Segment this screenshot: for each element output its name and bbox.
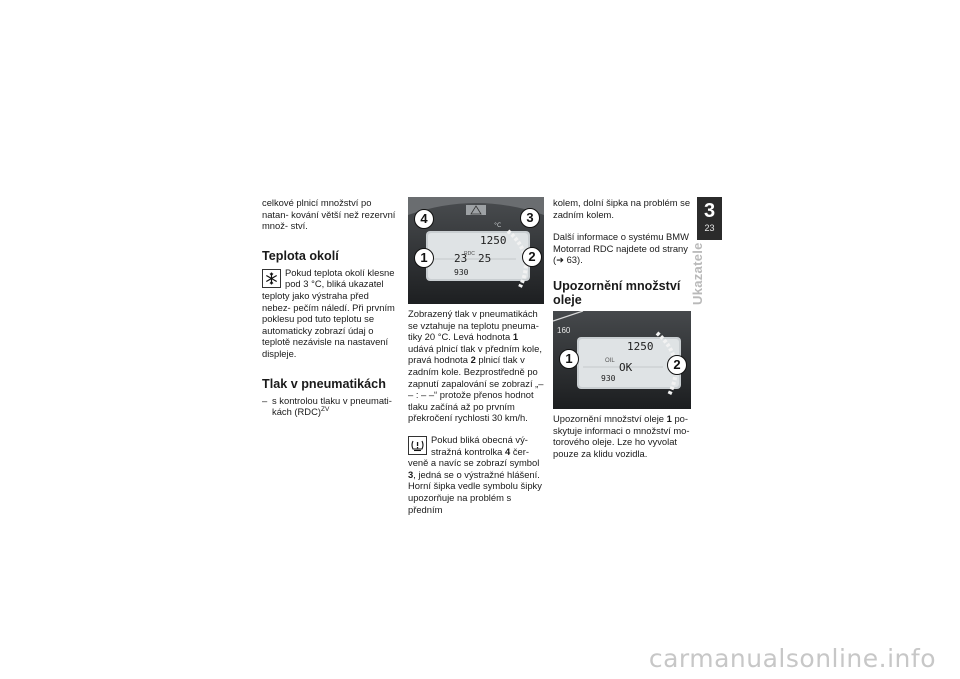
page-number: 23	[704, 223, 715, 233]
ref-2: 2	[470, 354, 476, 366]
tyre-bullet-text	[272, 395, 397, 418]
warning-block	[408, 434, 544, 515]
rdc-explanation	[408, 308, 544, 424]
warning-text-b: čer-	[512, 445, 529, 457]
page-reference-link[interactable]: (➜ 63).	[553, 254, 583, 266]
ambient-text: teploty jako výstraha před nebez- pečím náledí. Při prvním poklesu pod tuto teplotu se automaticky zobrazí údaj o teplotě nezávisle na nastavení displeje.	[262, 289, 395, 359]
speed-scale-label: 160	[557, 325, 571, 335]
rdc-text-a: Zobrazený tlak v pneumatikách se vztahuje na teplotu pneuma- tiky 20 °C. Levá hodnota	[408, 308, 539, 343]
continuation-text: kolem, dolní šipka na problém se zadním kolem.	[553, 197, 691, 220]
ambient-text-beside-icon: Pokud teplota okolí klesne pod 3 °C, bliká ukazatel	[285, 266, 395, 290]
intro-text: celkové plnicí množství po natan- kování větší než rezervní množ- ství.	[262, 197, 396, 232]
more-info-label: Další informace o systému BMW Motorrad RDC najdete od strany	[553, 231, 689, 254]
odometer-bottom-value: 930	[454, 268, 469, 277]
warning-text-a: Pokud bliká obecná vý- stražná kontrolka	[431, 433, 528, 457]
callout-3: 3	[520, 208, 540, 228]
callout-2: 2	[522, 247, 542, 267]
bullet-dash: –	[262, 394, 268, 406]
heading-oil-level: Upozornění množství oleje	[553, 278, 681, 307]
chapter-number: 3	[703, 200, 716, 222]
callout-1: 1	[414, 248, 434, 268]
rdc-display-photo	[408, 197, 544, 304]
tyre-bullet-label: s kontrolou tlaku v pneumati- kách (RDC)	[272, 394, 392, 418]
ref-4: 4	[505, 445, 511, 457]
heading-ambient-temperature: Teplota okolí	[262, 248, 339, 263]
chapter-side-title: Ukazatele	[690, 242, 705, 305]
odometer-top-value: 1250	[480, 234, 507, 247]
oil-odometer-top: 1250	[627, 339, 654, 353]
oil-callout-2: 2	[667, 355, 687, 375]
option-superscript: ZV	[320, 406, 330, 413]
oil-ref-1: 1	[666, 412, 672, 424]
snowflake-icon	[262, 269, 281, 288]
oil-explanation	[553, 413, 691, 459]
rdc-text-c: plnicí tlak v zadním kole. Bezprostředně po zapnutí zapalování se zobrazí „– – : – –“ protože přenos hodnot tlaku začíná až po prvním překročení rychlosti 30 km/h.	[408, 354, 544, 424]
oil-label: OIL	[605, 357, 615, 364]
tyre-pressure-warning-icon	[408, 436, 427, 455]
tyre-bullet	[262, 395, 397, 418]
warning-text-d: , jedná se o výstražné hlášení. Horní šipka vedle symbolu šipky upozorňuje na problém s předním	[408, 468, 542, 515]
oil-display-photo	[553, 311, 691, 409]
warning-text-c: veně a navíc se zobrazí symbol	[408, 457, 540, 469]
rear-tyre-pressure-value: 25	[478, 252, 492, 265]
rdc-text-b: udává plnicí tlak v předním kole, pravá hodnota	[408, 342, 542, 366]
watermark: carmanualsonline.info	[648, 644, 936, 673]
svg-text:°C: °C	[494, 222, 502, 229]
callout-4: 4	[414, 209, 434, 229]
more-info-text	[553, 231, 691, 266]
ref-3: 3	[408, 468, 414, 480]
oil-text-a: Upozornění množství oleje	[553, 412, 664, 424]
column-middle	[408, 197, 544, 515]
ref-1: 1	[512, 331, 519, 343]
chapter-tab	[697, 197, 722, 240]
oil-text-b: po- skytuje informaci o množství mo- torového oleje. Lze ho vyvolat pouze za klidu vozidla.	[553, 412, 690, 459]
heading-tyre-pressure: Tlak v pneumatikách	[262, 376, 386, 391]
oil-callout-1: 1	[559, 349, 579, 369]
ambient-block	[262, 267, 397, 360]
column-right	[553, 197, 691, 459]
column-left	[262, 197, 397, 418]
display-mini-label: RDC	[464, 251, 475, 257]
front-tyre-pressure-value: 23	[454, 252, 468, 265]
oil-odometer-bottom: 930	[601, 373, 616, 383]
oil-state-value: OK	[619, 360, 633, 374]
